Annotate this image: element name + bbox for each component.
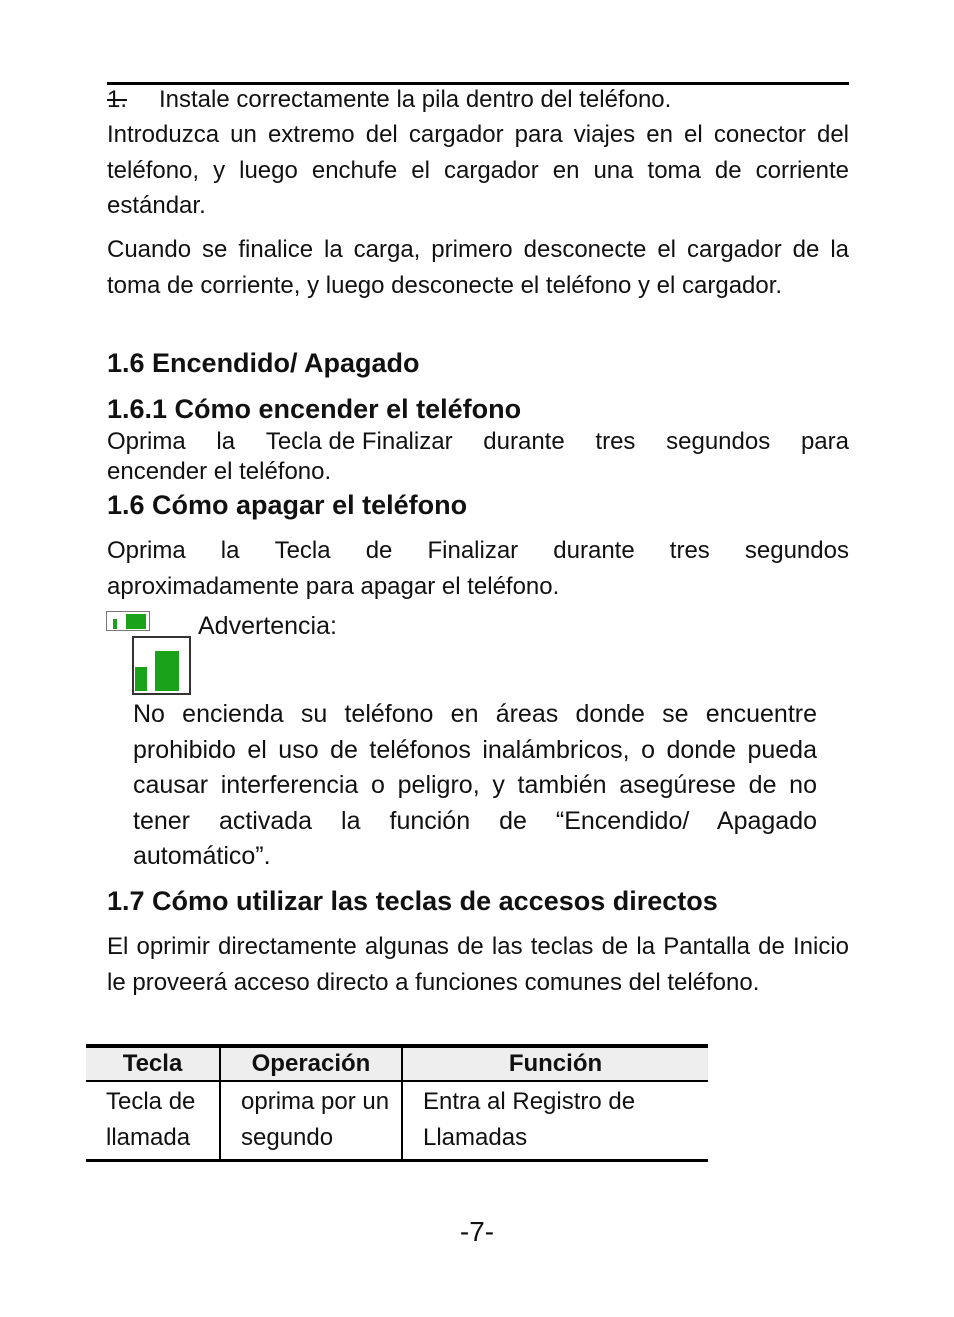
signal-bars-small-icon [106, 611, 150, 631]
power-on-line [107, 428, 849, 456]
column-header-funcion: Función [402, 1046, 708, 1081]
power-on-word: para [800, 428, 849, 455]
power-off-word: Tecla [274, 537, 331, 564]
power-on-line-2: encender el teléfono. [107, 458, 332, 485]
power-off-word: segundos [744, 537, 849, 564]
power-off-word: de [365, 537, 393, 564]
power-off-word: la [220, 537, 240, 564]
warning-label: Advertencia: [198, 612, 337, 640]
column-header-operacion: Operación [220, 1046, 402, 1081]
table-row [86, 1081, 708, 1161]
step-1 [107, 86, 671, 114]
cell-tecla: Tecla de llamada [86, 1081, 220, 1161]
section-1-6-2-title: 1.6 Cómo apagar el teléfono [107, 490, 468, 520]
power-on-word: Oprima [107, 428, 186, 455]
power-off-word: Finalizar [427, 537, 519, 564]
cell-operacion: oprima por un segundo [220, 1081, 402, 1161]
table-header-row [86, 1046, 708, 1081]
section-1-7-title: 1.7 Cómo utilizar las teclas de accesos directos [107, 886, 718, 916]
power-off-word: tres [669, 537, 710, 564]
top-rule [107, 82, 849, 85]
disconnect-paragraph: Cuando se finalice la carga, primero desconecte el cargador de la toma de corriente, y luego desconecte el teléfono y el cargador. [107, 236, 849, 299]
power-on-word: la [216, 428, 236, 455]
section-1-6-1-title: 1.6.1 Cómo encender el teléfono [107, 394, 522, 424]
page-number: -7- [459, 1216, 495, 1247]
shortcut-keys-table [86, 1044, 708, 1162]
power-off-word: durante [553, 537, 635, 564]
step-text: Instale correctamente la pila dentro del teléfono. [159, 86, 672, 113]
section-1-7-paragraph: El oprimir directamente algunas de las teclas de la Pantalla de Inicio le proveerá acceso directo a funciones comunes del teléfono. [107, 933, 849, 996]
power-on-word: durante [483, 428, 565, 455]
power-off-word: Oprima [107, 537, 186, 564]
signal-bars-icon [132, 636, 191, 695]
power-on-key: Tecla de Finalizar [265, 428, 453, 455]
section-1-6-title: 1.6 Encendido/ Apagado [107, 348, 420, 378]
power-on-word: segundos [666, 428, 771, 455]
charge-paragraph: Introduzca un extremo del cargador para viajes en el conector del teléfono, y luego enchufe el cargador en una toma de corriente estándar. [107, 121, 849, 219]
power-off-line [107, 537, 849, 565]
column-header-tecla: Tecla [86, 1046, 220, 1081]
cell-funcion: Entra al Registro de Llamadas [402, 1081, 708, 1161]
warning-text: No encienda su teléfono en áreas donde se encuentre prohibido el uso de teléfonos inalámbricos, o donde pueda causar interferencia o peligro, y también asegúrese de no tener activada la función de “Encendido/ Apagado automático”. [133, 700, 817, 870]
step-number: 1. [107, 86, 128, 113]
power-off-line-2: aproximadamente para apagar el teléfono. [107, 573, 560, 600]
power-on-word: tres [595, 428, 636, 455]
